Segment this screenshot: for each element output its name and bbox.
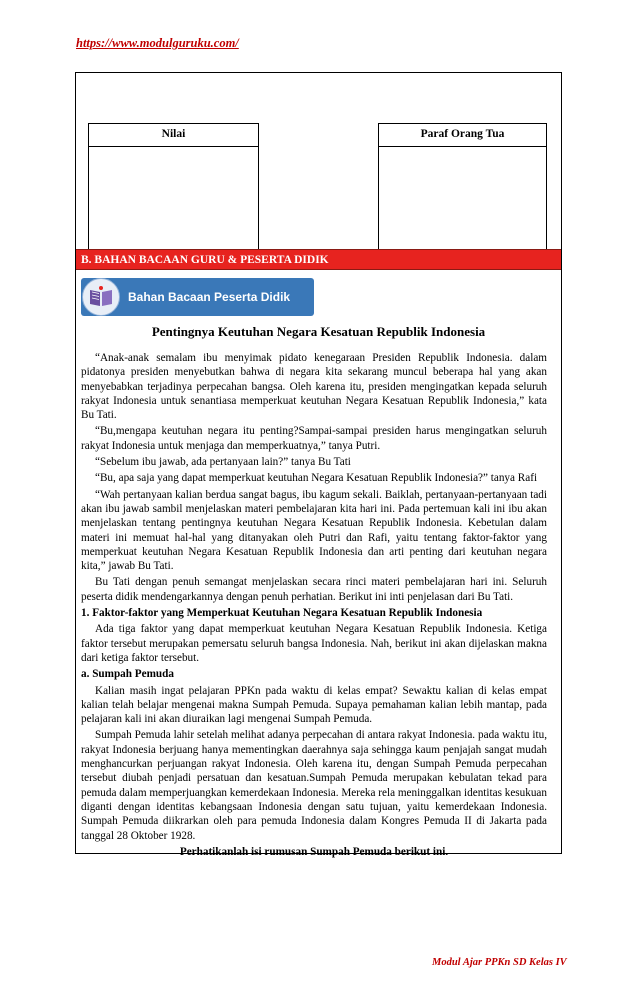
reading-material-banner: [81, 278, 314, 316]
article-title: Pentingnya Keutuhan Negara Kesatuan Republik Indonesia: [151, 324, 486, 339]
nilai-label: Nilai: [89, 124, 258, 147]
paragraph: “Wah pertanyaan kalian berdua sangat bagus, ibu kagum sekali. Baiklah, pertanyaan-pertanyaan tadi akan ibu jawab sambil menjelaskan materi pembelajaran kita hari ini. Pada pertemuan kali ini ibu akan menjelaskan tentang pentingnya keutuhan Negara Kesatuan Republik Indonesia. Kebetulan dalam materi ini memuat hal-hal yang ditanyakan oleh Putri dan Rafi, yaitu tentang faktor-faktor yang memperkuat keutuhan Negara Kesatuan Republik Indonesia dan arti penting dari keutuhan negara kita,” jawab Bu Tati.: [81, 488, 547, 573]
subheading-sumpah-pemuda: a. Sumpah Pemuda: [81, 668, 174, 681]
article-body: [81, 351, 547, 861]
paragraph: Bu Tati dengan penuh semangat menjelaskan secara rinci materi pembelajaran hari ini. Seluruh peserta didik mendengarkannya dengan penuh perhatian. Berikut ini inti penjelasan dari Bu Tati.: [81, 576, 547, 603]
paragraph: Ada tiga faktor yang dapat memperkuat keutuhan Negara Kesatuan Republik Indonesia. Ketiga faktor tersebut merupakan pemersatu seluruh bangsa Indonesia. Nah, berikut ini akan dijelaskan makna dari ketiga faktor tersebut.: [81, 623, 547, 664]
paragraph: Sumpah Pemuda lahir setelah melihat adanya perpecahan di antara rakyat Indonesia. pada waktu itu, rakyat Indonesia berjuang hanya mementingkan daerahnya saja sehingga kaum penjajah sangat mudah menghancurkan perjuangan rakyat Indonesia. Oleh karena itu, dengan Sumpah Pemuda perpecahan tersebut diubah penjadi persatuan dan kesatuan.Sumpah Pemuda merupakan kebulatan tekad para pemuda dalam memperjuangkan kemerdekaan Indonesia. Mereka rela meninggalkan identitas kesukuan diganti dengan identitas kebangsaan Indonesia dengan satu tujuan, yaitu kemerdekaan Indonesia. Sumpah Pemuda diikrarkan oleh para pemuda Indonesia dalam Kongres Pemuda II di Jakarta pada tanggal 28 Oktober 1928.: [81, 729, 547, 842]
paragraph: “Anak-anak semalam ibu menyimak pidato kenegaraan Presiden Republik Indonesia. dalam pidatonya presiden menyebutkan bahwa di negara kita sekarang muncul beberapa hal yang akan menyebabkan terjadinya perpecahan bangsa. Oleh karena itu, presiden mengingatkan kepada seluruh rakyat Indonesia untuk senantiasa memperkuat keutuhan Negara Kesatuan Republik Indonesia,” kata Bu Tati.: [81, 352, 547, 422]
paraf-label: Paraf Orang Tua: [379, 124, 546, 147]
section-heading-bar: B. BAHAN BACAAN GURU & PESERTA DIDIK: [76, 249, 561, 270]
paragraph: Kalian masih ingat pelajaran PPKn pada waktu di kelas empat? Sewaktu kalian di kelas empat kalian telah belajar mengenai makna Sumpah Pemuda. Supaya pemahaman kalian lebih mantap, pada pelajaran kali ini akan diuraikan lagi mengenai Sumpah Pemuda.: [81, 684, 547, 726]
content-frame: [75, 72, 562, 858]
footer-module-label: Modul Ajar PPKn SD Kelas IV: [432, 957, 567, 968]
header-url-link[interactable]: https://www.modulguruku.com/: [76, 36, 239, 50]
paraf-orang-tua-box: [378, 123, 547, 263]
paragraph: “Sebelum ibu jawab, ada pertanyaan lain?” tanya Bu Tati: [95, 456, 351, 469]
banner-label: Bahan Bacaan Peserta Didik: [128, 290, 291, 304]
paragraph: “Bu, apa saja yang dapat memperkuat keutuhan Negara Kesatuan Republik Indonesia?” tanya Rafi: [95, 472, 538, 485]
nilai-box: [88, 123, 259, 263]
subheading-factors: 1. Faktor-faktor yang Memperkuat Keutuhan Negara Kesatuan Republik Indonesia: [81, 607, 483, 620]
closing-instruction: Perhatikanlah isi rumusan Sumpah Pemuda berikut ini.: [179, 845, 449, 858]
paragraph: “Bu,mengapa keutuhan negara itu penting?Sampai-sampai presiden harus mengingatkan seluruh rakyat Indonesia untuk menjaga dan memperkuatnya,” tanya Putri.: [81, 425, 547, 452]
book-logo-icon: [82, 278, 120, 316]
